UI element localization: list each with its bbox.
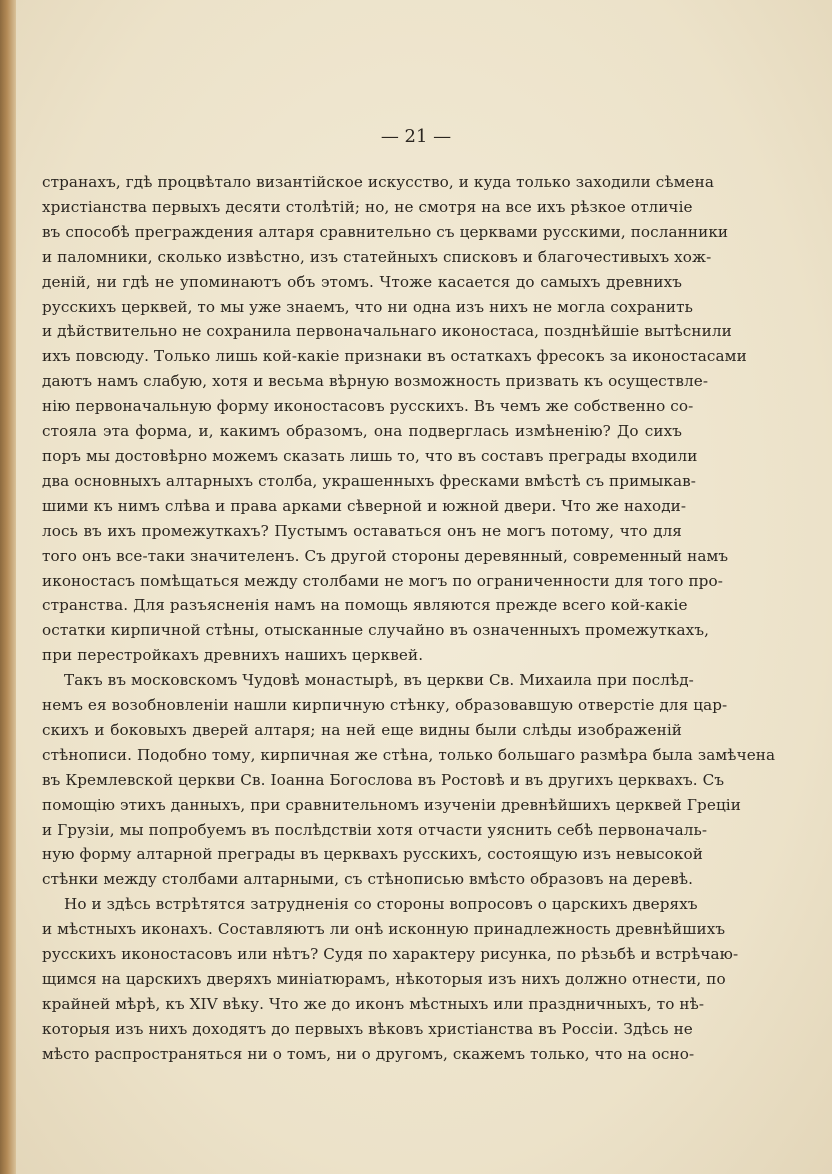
text-line: и дѣйствительно не сохранила первоначальнаго иконостаса, позднѣйшіе вытѣснили bbox=[42, 322, 732, 341]
text-line: русскихъ церквей, то мы уже знаемъ, что ни одна изъ нихъ не могла сохранить bbox=[42, 297, 694, 316]
text-line: въ способѣ преграждения алтаря сравнительно съ церквами русскими, посланники bbox=[42, 222, 729, 241]
text-line: помощію этихъ данныхъ, при сравнительномъ изученіи древнѣйшихъ церквей Греціи bbox=[42, 795, 741, 814]
text-line: русскихъ иконостасовъ или нѣтъ? Судя по характеру рисунка, по рѣзьбѣ и встрѣчаю- bbox=[42, 945, 739, 964]
page-binding-edge bbox=[0, 0, 16, 1174]
text-line: стояла эта форма, и, какимъ образомъ, она подверглась измѣненію? До сихъ bbox=[42, 422, 682, 441]
text-line: при перестройкахъ древнихъ нашихъ церквей. bbox=[42, 646, 424, 665]
text-line: даютъ намъ слабую, хотя и весьма вѣрную возможность призвать къ осуществле- bbox=[42, 372, 709, 391]
text-line: и мѣстныхъ иконахъ. Составляютъ ли онѣ исконную принадлежность древнѣйшихъ bbox=[42, 920, 726, 939]
text-line: Такъ въ московскомъ Чудовѣ монастырѣ, въ церкви Св. Михаила при послѣд- bbox=[64, 671, 694, 690]
text-line: скихъ и боковыхъ дверей алтаря; на ней еще видны были слѣды изображеній bbox=[42, 720, 682, 739]
text-line: ихъ повсюду. Только лишь кой-какіе признаки въ остаткахъ фресокъ за иконостасами bbox=[42, 347, 747, 366]
text-line: щимся на царскихъ дверяхъ миніатюрамъ, нѣкоторыя изъ нихъ должно отнести, по bbox=[42, 970, 726, 988]
text-line: стѣнописи. Подобно тому, кирпичная же стѣна, только большаго размѣра была замѣчена bbox=[42, 745, 776, 764]
text-line: два основныхъ алтарныхъ столба, украшенныхъ фресками вмѣстѣ съ примыкав- bbox=[42, 471, 697, 490]
text-line: нію первоначальную форму иконостасовъ русскихъ. Въ чемъ же собственно со- bbox=[42, 397, 694, 416]
text-line: иконостасъ помѣщаться между столбами не могъ по ограниченности для того про- bbox=[42, 571, 723, 590]
body-text bbox=[42, 170, 776, 1067]
paragraph bbox=[42, 892, 739, 1066]
text-line: того онъ все-таки значителенъ. Съ другой стороны деревянный, современный намъ bbox=[42, 546, 729, 565]
text-line: которыя изъ нихъ доходятъ до первыхъ вѣковъ христіанства въ Россіи. Здѣсь не bbox=[42, 1019, 693, 1038]
text-line: лось въ ихъ промежуткахъ? Пустымъ оставаться онъ не могъ потому, что для bbox=[42, 521, 682, 540]
paragraph bbox=[42, 170, 747, 668]
text-line: странства. Для разъясненія намъ на помощь являются прежде всего кой-какіе bbox=[42, 596, 688, 615]
text-line: крайней мѣрѣ, къ XIV вѣку. Что же до иконъ мѣстныхъ или праздничныхъ, то нѣ- bbox=[42, 994, 705, 1013]
text-line: немъ ея возобновленіи нашли кирпичную стѣнку, образовавшую отверстіе для цар- bbox=[42, 696, 728, 715]
paragraph bbox=[42, 668, 776, 892]
text-line: и паломники, сколько извѣстно, изъ статейныхъ списковъ и благочестивыхъ хож- bbox=[42, 247, 712, 266]
text-line: христіанства первыхъ десяти столѣтій; но, не смотря на все ихъ рѣзкое отличіе bbox=[42, 197, 693, 216]
page-number: — 21 — bbox=[380, 126, 452, 147]
text-line: стѣнки между столбами алтарными, съ стѣнописью вмѣсто образовъ на деревѣ. bbox=[42, 870, 694, 889]
text-line: Но и здѣсь встрѣтятся затрудненія со стороны вопросовъ о царскихъ дверяхъ bbox=[64, 895, 698, 914]
text-line: деній, ни гдѣ не упоминаютъ объ этомъ. Чтоже касается до самыхъ древнихъ bbox=[42, 272, 682, 291]
text-line: и Грузіи, мы попробуемъ въ послѣдствіи хотя отчасти уяснить себѣ первоначаль- bbox=[42, 820, 708, 839]
text-line: шими къ нимъ слѣва и права арками сѣверной и южной двери. Что же находи- bbox=[42, 496, 687, 515]
text-line: мѣсто распространяться ни о томъ, ни о другомъ, скажемъ только, что на осно- bbox=[42, 1044, 695, 1063]
text-line: ную форму алтарной преграды въ церквахъ русскихъ, состоящую изъ невысокой bbox=[42, 845, 703, 864]
text-line: остатки кирпичной стѣны, отысканные случайно въ означенныхъ промежуткахъ, bbox=[42, 621, 710, 640]
text-line: въ Кремлевской церкви Св. Іоанна Богослова въ Ростовѣ и въ другихъ церквахъ. Съ bbox=[42, 770, 725, 789]
text-line: поръ мы достовѣрно можемъ сказать лишь то, что въ составъ преграды входили bbox=[42, 446, 698, 465]
text-line: странахъ, гдѣ процвѣтало византійское искусство, и куда только заходили сѣмена bbox=[42, 173, 714, 191]
